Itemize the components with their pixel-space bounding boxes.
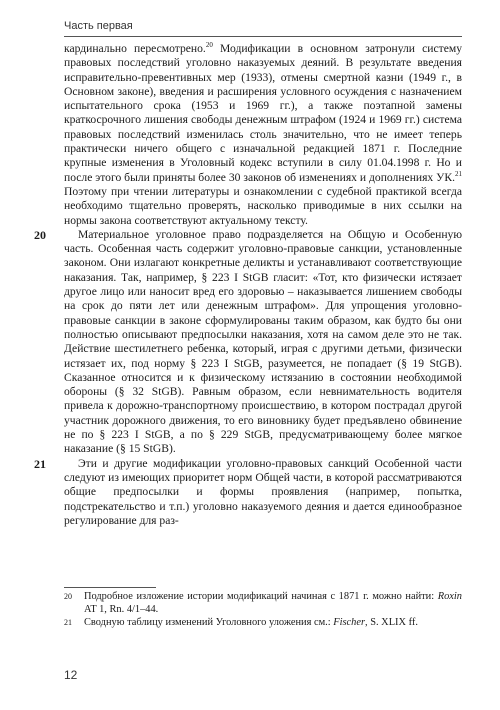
paragraph-text: Поэтому при чтении литературы и ознакомлении с судебной практикой всегда необходимо тщательно проверять, насколько приводимые в них ссылки на нормы закона соответствуют актуальному тексту. bbox=[64, 184, 462, 227]
paragraph-text: кардинально пересмотрено. bbox=[64, 42, 206, 55]
footnote bbox=[64, 617, 462, 630]
running-header: Часть первая bbox=[64, 20, 133, 32]
footnote-number: 20 bbox=[64, 592, 72, 601]
footnote-text: Сводную таблицу изменений Уголовного уложения см.: Fischer, S. XLIX ff. bbox=[84, 616, 418, 628]
paragraph-text: Материальное уголовное право подразделяется на Общую и Особенную часть. Особенная часть содержит уголовно-правовые санкции, установленные законом. Они излагают конкретные деликты и устанавливают соответствующие наказания. Так, например, § 223 I StGB гласит: «Тот, кто физически истязает другое лицо или наносит вред его здоровью – наказывается лишением свободы на срок до пяти лет или денежным штрафом». Для упрощения уголовно-правовые санкции в законе сформулированы таким образом, как будто бы они полностью описывают предпосылки наказания, хотя на самом деле это не так. Действие шестилетнего ребенка, который, играя с другими детьми, физически истязает их, под норму § 223 I StGB, разумеется, не попадает (§ 19 StGB). Сказанное относится и к физическому истязанию в состоянии необходимой обороны (§ 32 StGB). Равным образом, если невнимательность водителя привела к дорожно-транспортному происшествию, в котором пострадал другой участник дорожного движения, то его виновнику будет предъявлено обвинение не по § 223 I StGB, а по § 229 StGB, предусматривающему более мягкое наказание (§ 15 StGB). bbox=[64, 227, 462, 456]
footnote-author: Fischer bbox=[333, 616, 366, 628]
header-rule bbox=[64, 36, 462, 37]
paragraph-21 bbox=[34, 456, 462, 528]
footnote-number: 21 bbox=[64, 617, 72, 627]
footnote-ref: 21 bbox=[455, 169, 462, 178]
page-number: 12 bbox=[64, 668, 78, 682]
footnote-ref: 20 bbox=[205, 41, 213, 50]
paragraph-continued bbox=[64, 42, 462, 228]
margin-number: 21 bbox=[34, 456, 46, 471]
paragraph-20 bbox=[34, 227, 462, 457]
footnotes bbox=[64, 591, 462, 629]
footnote-author: Roxin bbox=[437, 591, 462, 602]
footnote bbox=[64, 591, 462, 617]
main-text bbox=[34, 41, 462, 528]
paragraph-text: Модификации в основном затронули систему правовых последствий уголовно наказуемых деяний. В результате введения исправительно-превентивных мер (1933), отмены смертной казни (1949 г., в Основном законе), введения и расширения условного осуждения с назначением испытательного срока (1953 и 1969 гг.), а также поэтапной замены краткосрочного лишения свободы денежным штрафом (1924 и 1969 гг.) система правовых последствий изменилась столь значительно, что не имеет теперь практически ничего общего с изначальной редакцией 1871 г. Последние крупные изменения в Уголовный кодекс вступили в силу 01.04.1998 г. Но и после этого были приняты более 30 законов об изменениях и дополнениях УК. bbox=[64, 42, 462, 184]
paragraph-text: Эти и другие модификации уголовно-правовых санкций Особенной части следуют из имеющих приоритет норм Общей части, в которой рассматриваются общие предпосылки и формы проявления (например, попытка, подстрекательство и т.п.) уголовно наказуемого деяния и дается единообразное регулирование для раз- bbox=[64, 456, 462, 527]
footnote-text: Подробное изложение истории модификаций начиная с 1871 г. можно найти: Roxin AT 1, Rn. 4/1–44. bbox=[84, 591, 462, 615]
footnote-rule bbox=[64, 587, 156, 588]
margin-number: 20 bbox=[34, 227, 46, 242]
